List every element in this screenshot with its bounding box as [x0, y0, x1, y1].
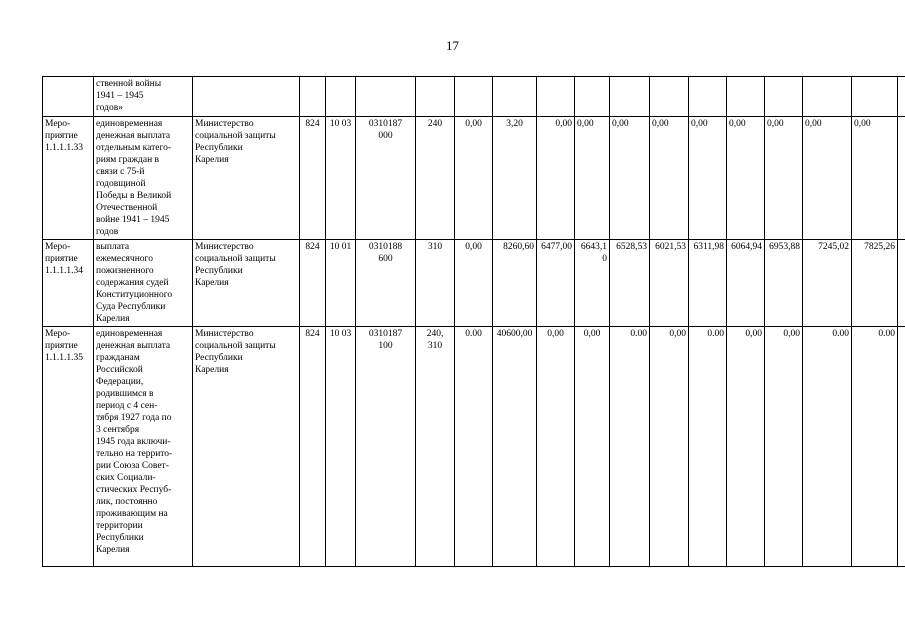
table-cell: 6528,53: [610, 240, 650, 327]
table-cell: [852, 77, 898, 117]
table-cell: выплата ежемесячного пожизненного содержания судей Конституционного Суда Республики Карелия: [94, 240, 193, 327]
table-cell: 0,00: [455, 117, 493, 240]
table-cell: [898, 77, 905, 117]
table-cell: [416, 77, 455, 117]
table-cell: 824: [300, 117, 326, 240]
table-cell: [689, 77, 727, 117]
table-cell: 240: [416, 117, 455, 240]
table-cell: единовременная денежная выплата гражданам Российской Федерации, родившимся в период с 4 сен- тября 1927 года по 3 сентября 1945 года включи- тельно на террито- рии Союза Совет- ских Социали- стических Респуб- лик, постоянно проживающим на территории Республики Карелия: [94, 327, 193, 567]
table-cell: Меро- приятие 1.1.1.1.35: [43, 327, 94, 567]
table-cell: 3,20: [493, 117, 537, 240]
table-row: [43, 77, 905, 117]
table-cell: [300, 77, 326, 117]
table-cell: 40600,00: [493, 327, 537, 567]
table-cell: 0,00: [610, 117, 650, 240]
table-cell: 10 03: [326, 117, 356, 240]
table-cell: 0.00: [455, 327, 493, 567]
table-cell: [455, 77, 493, 117]
table-row: [43, 240, 905, 327]
table-cell: 0,00: [852, 117, 898, 240]
table-cell: [537, 77, 575, 117]
table-cell: [898, 117, 905, 240]
table-cell: 0,00: [765, 327, 803, 567]
table-cell: 0,00: [575, 327, 610, 567]
table-cell: [610, 77, 650, 117]
table-row: [43, 327, 905, 567]
table-cell: 0,00: [727, 117, 765, 240]
table-cell: 0,00: [689, 117, 727, 240]
table-cell: 0,00: [727, 327, 765, 567]
table-cell: 6021,53: [650, 240, 689, 327]
table-row: [43, 117, 905, 240]
table-cell: 0.00: [803, 327, 852, 567]
table-cell: 6477,00: [537, 240, 575, 327]
table-cell: 240, 310: [416, 327, 455, 567]
table-cell: [898, 327, 905, 567]
table-cell: Министерство социальной защиты Республики Карелия: [193, 327, 300, 567]
table-cell: 0,00: [765, 117, 803, 240]
table-cell: 0.00: [689, 327, 727, 567]
table-cell: [650, 77, 689, 117]
table-cell: 0,00: [537, 117, 575, 240]
table-cell: [898, 240, 905, 327]
table-cell: 0310187 000: [356, 117, 416, 240]
table-cell: 7245,02: [803, 240, 852, 327]
table-cell: 6643,10: [575, 240, 610, 327]
table-cell: 0,00: [537, 327, 575, 567]
table-cell: 824: [300, 240, 326, 327]
table-cell: 0,00: [803, 117, 852, 240]
table-cell: 0310188 600: [356, 240, 416, 327]
table-cell: [803, 77, 852, 117]
table-cell: 0310187 100: [356, 327, 416, 567]
table-cell: [765, 77, 803, 117]
table-cell: 0,00: [650, 117, 689, 240]
table-cell: 10 03: [326, 327, 356, 567]
table-cell: [326, 77, 356, 117]
table-cell: 6953,88: [765, 240, 803, 327]
page-number: 17: [446, 38, 459, 53]
table-cell: Меро- приятие 1.1.1.1.34: [43, 240, 94, 327]
table-cell: [493, 77, 537, 117]
table-cell: [727, 77, 765, 117]
table-cell: [43, 77, 94, 117]
table-cell: 0.00: [610, 327, 650, 567]
table-cell: [356, 77, 416, 117]
table-cell: 6064,94: [727, 240, 765, 327]
table-cell: 0,00: [575, 117, 610, 240]
table-cell: 310: [416, 240, 455, 327]
table-cell: 824: [300, 327, 326, 567]
table-cell: ственной войны 1941 – 1945 годов»: [94, 77, 193, 117]
table-cell: Меро- приятие 1.1.1.1.33: [43, 117, 94, 240]
table-cell: Министерство социальной защиты Республики Карелия: [193, 117, 300, 240]
table-cell: 6311,98: [689, 240, 727, 327]
table-cell: Министерство социальной защиты Республики Карелия: [193, 240, 300, 327]
table-cell: 0,00: [455, 240, 493, 327]
table-cell: 10 01: [326, 240, 356, 327]
table-cell: 8260,60: [493, 240, 537, 327]
table-cell: 0.00: [852, 327, 898, 567]
table-cell: 7825,26: [852, 240, 898, 327]
table-cell: [193, 77, 300, 117]
table-cell: 0,00: [650, 327, 689, 567]
budget-table: [42, 76, 905, 567]
table-cell: единовременная денежная выплата отдельным катего- риям граждан в связи с 75-й годовщиной Победы в Великой Отечественной войне 1941 – 1945 годов: [94, 117, 193, 240]
table-cell: [575, 77, 610, 117]
